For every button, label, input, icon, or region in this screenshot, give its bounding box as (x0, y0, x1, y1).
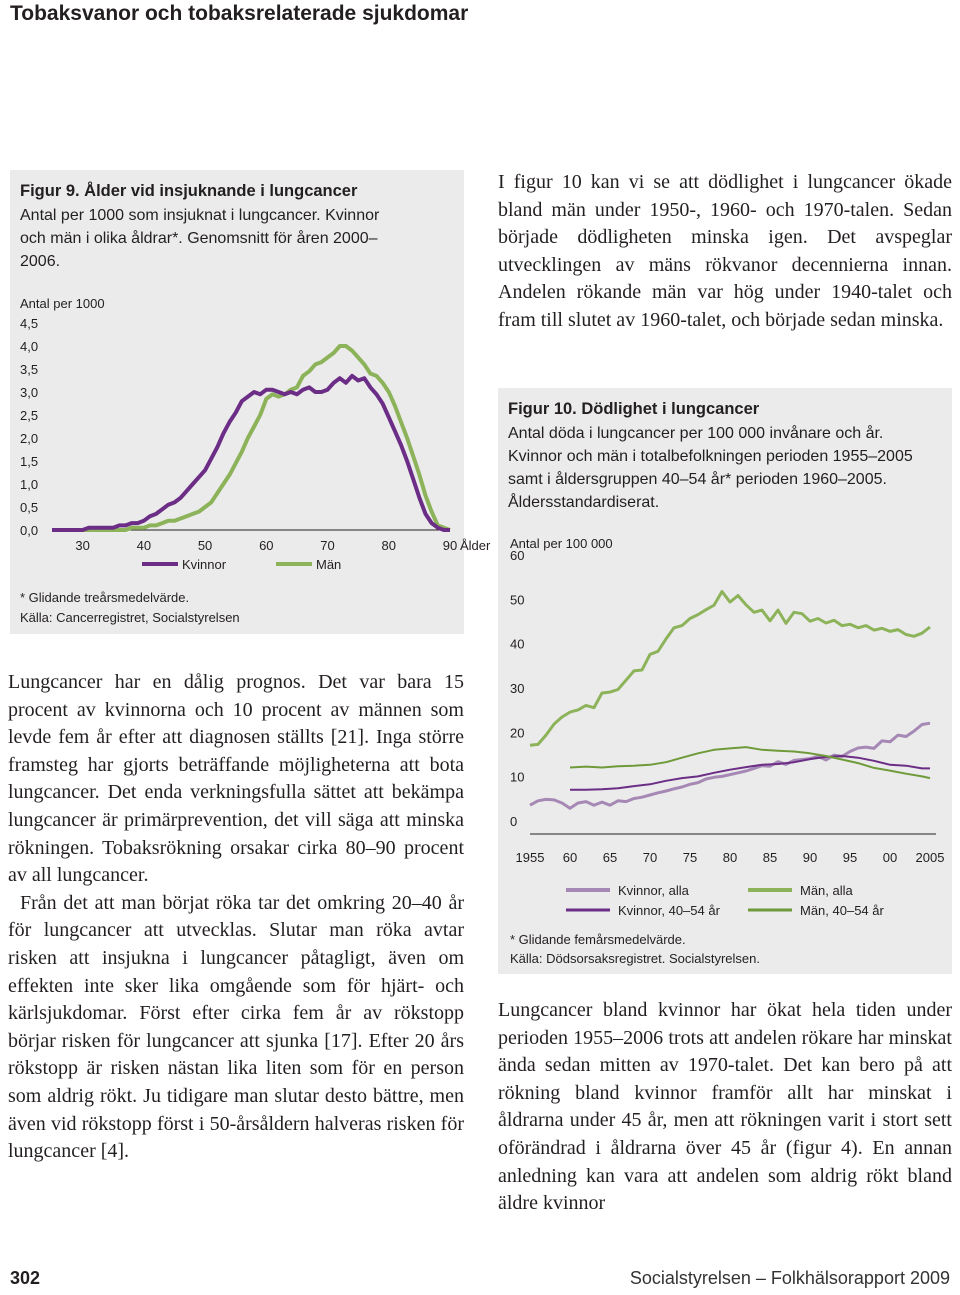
y-tick-label: 2,0 (20, 431, 39, 446)
x-tick-label: 70 (320, 538, 335, 553)
header-title: Tobaksvanor och tobaksrelaterade sjukdomar (10, 2, 469, 25)
y-tick-label: 3,5 (20, 362, 39, 377)
x-tick-label: 40 (136, 538, 152, 553)
legend-label-man-40-54: Män, 40–54 år (800, 903, 884, 918)
page-number: 302 (10, 1268, 41, 1288)
y-axis-label: Antal per 100 000 (510, 536, 613, 551)
figure-10-title (508, 398, 944, 421)
footer-source: Socialstyrelsen – Folkhälsorapport 2009 (629, 1268, 950, 1288)
figure-9-title (20, 180, 456, 203)
x-tick-label: 30 (75, 538, 90, 553)
y-tick-label: 20 (510, 725, 525, 741)
paragraph: Lungcancer har en dålig prognos. Det var bara 15 procent av kvinnorna och 10 procent av männen som levde fem år efter att diagnosen ställts [21]. Inga större framsteg har gjorts beträffande möjligheterna att bota lungcancer. Det enda verkningsfulla sättet att bekämpa lungcancer är primärprevention, det vill säga att minska rökningen. Tobaksrökning orsakar cirka 80–90 procent av all lungcancer. (8, 671, 464, 887)
y-tick-label: 4,5 (20, 316, 39, 331)
body-right-top (498, 169, 952, 335)
figure-9-caption: Antal per 1000 som insjuknat i lungcancer. Kvinnor och män i olika åldrar*. Genomsnitt för åren 2000–2006. (20, 207, 380, 270)
figure-9-box (10, 170, 491, 634)
x-tick-label: 60 (259, 538, 274, 553)
series-line-man (52, 346, 450, 530)
x-tick-label: 00 (882, 850, 898, 865)
y-tick-label: 1,5 (20, 454, 39, 469)
x-tick-label: 1955 (515, 850, 545, 865)
running-header (0, 0, 960, 36)
legend-label-kvinnor-40-54: Kvinnor, 40–54 år (618, 903, 720, 918)
figure-10-chart (498, 530, 952, 950)
x-tick-label: 90 (802, 850, 818, 865)
x-tick-label: 95 (842, 850, 858, 865)
y-tick-label: 1,0 (20, 477, 39, 492)
figure-10-caption: Antal döda i lungcancer per 100 000 invånare och år. Kvinnor och män i totalbefolkningen perioden 1955–2005 samt i åldersgruppen 40–54 år* perioden 1960–2005. Åldersstandardiserat. (508, 425, 913, 511)
paragraph: I figur 10 kan vi se att dödlighet i lungcancer ökade bland män under 1950-, 1960- och 1970-talen. Sedan började dödligheten minska igen. Det avspeglar utvecklingen av mäns rökvanor decennierna innan. Andelen rökande män var hög under 1940-talet och fram till slutet av 1960-talet, och började sedan minska. (498, 171, 952, 331)
y-tick-label: 0 (510, 814, 518, 829)
figure-10-source: Källa: Dödsorsaksregistret. Socialstyrelsen. (510, 951, 760, 966)
x-tick-label: 70 (642, 850, 658, 865)
y-tick-label: 10 (510, 769, 525, 785)
y-tick-label: 4,0 (20, 339, 39, 354)
x-tick-label: 60 (562, 850, 578, 865)
y-tick-label: 2,5 (20, 408, 39, 423)
paragraph: Lungcancer bland kvinnor har ökat hela tiden under perioden 1955–2006 trots att andelen rökare har minskat ända sedan mitten av 1970-talet. Det kan bero på att rökning bland kvinnor framför allt har minskat i åldrarna under 45 år, men att rökningen varit i stort sett oförändrad i åldrarna över 45 år (figur 4). En annan anledning kan vara att andelen som aldrig rökt bland äldre kvinnor (498, 999, 952, 1215)
figure-10-title-bold: Figur 10. Dödlighet i lungcancer (508, 400, 760, 418)
series-line-kvinnor-40-54 (570, 756, 930, 790)
figure-10-note: * Glidande femårsmedelvärde. (510, 932, 686, 947)
x-tick-label: 80 (722, 850, 738, 865)
paragraph: Från det att man börjat röka tar det omkring 20–40 år för lungcancer att utvecklas. Slutar man röka avtar risken att insjukna i lungcancer påtagligt, även om effekten inte sker lika omgående som för hjärt- och kärlsjukdomar. Först efter cirka fem år av rökstopp börjar risken för lungcancer att sjunka [17]. Efter 20 års rökstopp är risken nästan lika liten som för en person som aldrig rökt. Ju tidigare man slutar desto bättre, men även vid rökstopp först i 50-årsåldern halveras risken för lungcancer [4]. (8, 891, 464, 1163)
body-left (8, 669, 464, 1166)
x-axis-label: Ålder (460, 538, 491, 553)
y-tick-label: 30 (510, 681, 525, 696)
x-tick-label: 90 (442, 538, 458, 553)
figure-9-chart (10, 288, 491, 598)
x-tick-label: 50 (197, 538, 213, 553)
y-tick-label: 50 (510, 592, 525, 608)
series-line-man-alla (530, 592, 930, 746)
x-tick-label: 85 (762, 850, 778, 865)
figure-9-title-bold: Figur 9. Ålder vid insjuknande i lungcancer (20, 182, 358, 200)
body-right-bottom (498, 997, 952, 1218)
x-tick-label: 75 (682, 850, 698, 865)
x-tick-label: 80 (381, 538, 397, 553)
legend-label-kvinnor: Kvinnor (182, 557, 227, 572)
figure-10-box (498, 388, 952, 974)
legend-label-man: Män (316, 557, 342, 572)
y-tick-label: 3,0 (20, 385, 39, 400)
x-tick-label: 65 (602, 850, 618, 865)
x-tick-label: 2005 (915, 850, 945, 865)
series-line-man-40-54 (570, 747, 930, 778)
y-tick-label: 40 (510, 636, 525, 652)
y-tick-label: 60 (510, 548, 525, 563)
figure-9-source: Källa: Cancerregistret, Socialstyrelsen (20, 610, 240, 625)
figure-9-note: * Glidande treårsmedelvärde. (20, 590, 190, 605)
y-tick-label: 0,0 (20, 523, 39, 538)
y-tick-label: 0,5 (20, 500, 39, 515)
legend-label-man-alla: Män, alla (800, 883, 853, 898)
y-axis-label: Antal per 1000 (20, 296, 105, 311)
legend-label-kvinnor-alla: Kvinnor, alla (618, 883, 689, 898)
